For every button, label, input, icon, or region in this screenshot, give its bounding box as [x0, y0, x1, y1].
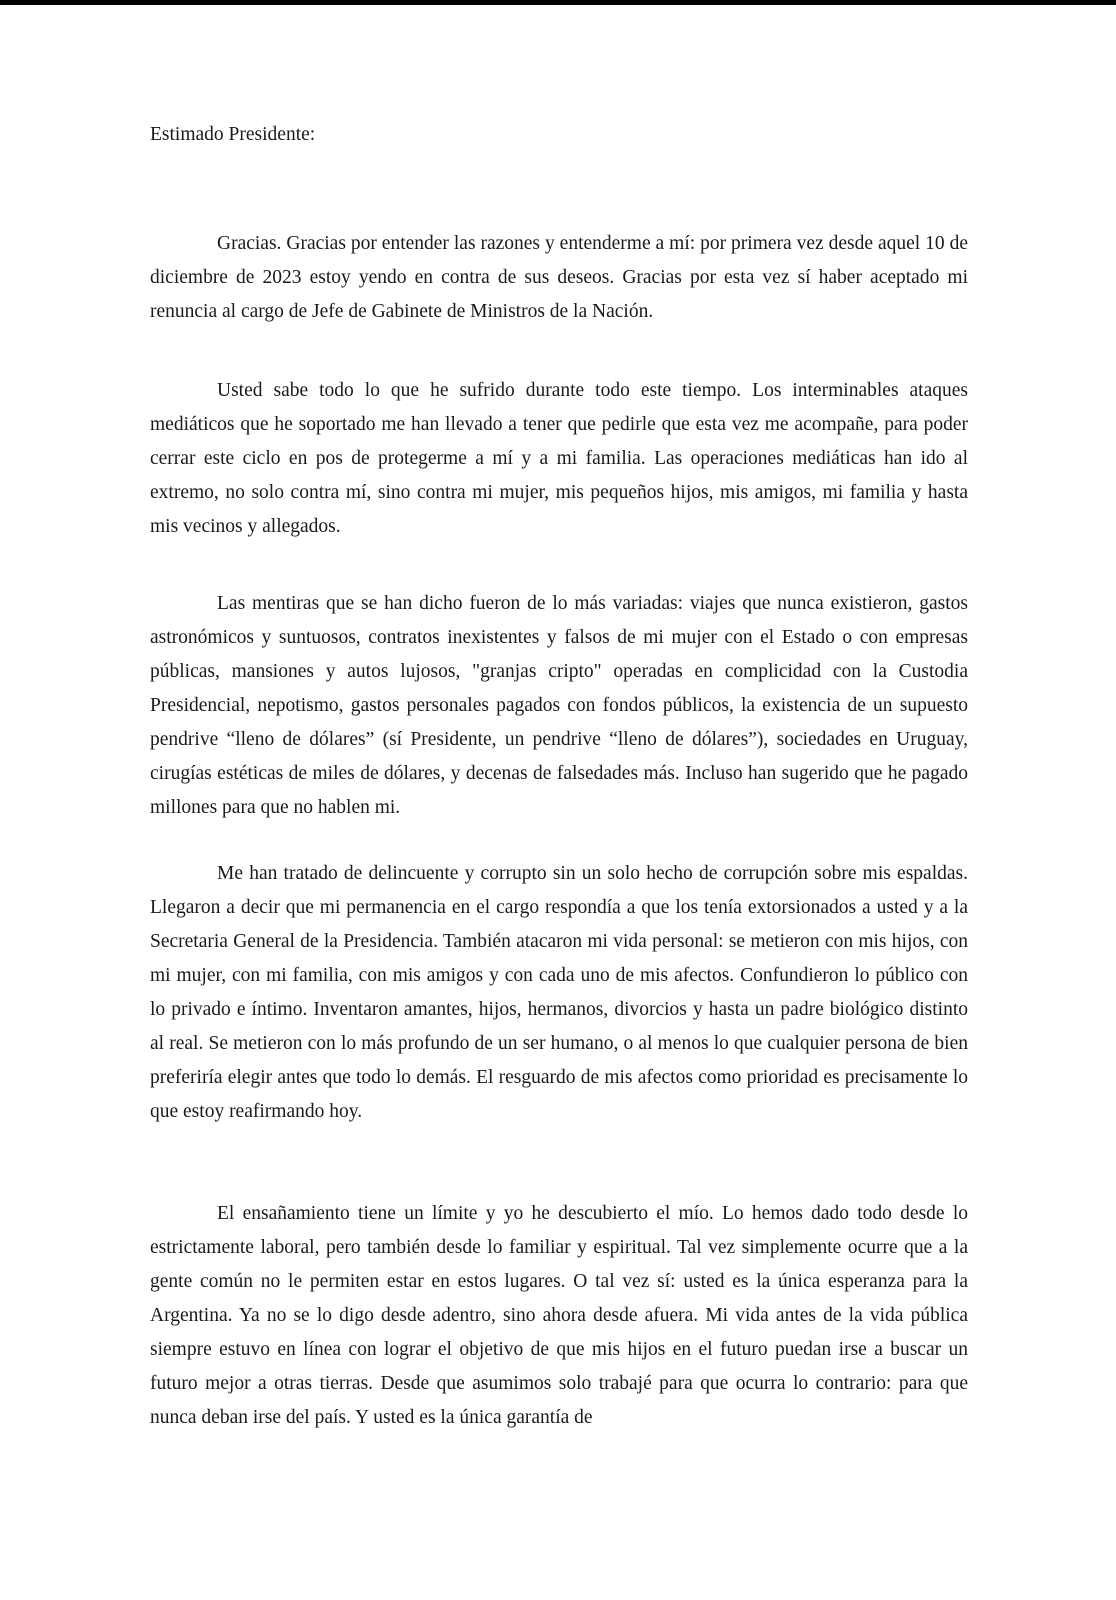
top-edge-bar — [0, 0, 1116, 5]
letter-paragraph-5: El ensañamiento tiene un límite y yo he descubierto el mío. Lo hemos dado todo desde lo estrictamente laboral, pero también desde lo familiar y espiritual. Tal vez simplemente ocurre que a la gente común no le permiten estar en estos lugares. O tal vez sí: usted es la única esperanza para la Argentina. Ya no se lo digo desde adentro, sino ahora desde afuera. Mi vida antes de la vida pública siempre estuvo en línea con lograr el objetivo de que mis hijos en el futuro puedan irse a buscar un futuro mejor a otras tierras. Desde que asumimos solo trabajé para que ocurra lo contrario: para que nunca deban irse del país. Y usted es la única garantía de — [150, 1203, 968, 1428]
letter-paragraph-4: Me han tratado de delincuente y corrupto sin un solo hecho de corrupción sobre mis espaldas. Llegaron a decir que mi permanencia en el cargo respondía a que los tenía extorsionados a usted y a la Secretaria General de la Presidencia. También atacaron mi vida personal: se metieron con mis hijos, con mi mujer, con mi familia, con mis amigos y con cada uno de mis afectos. Confundieron lo público con lo privado e íntimo. Inventaron amantes, hijos, hermanos, divorcios y hasta un padre biológico distinto al real. Se metieron con lo más profundo de un ser humano, o al menos lo que cualquier persona de bien preferiría elegir antes que todo lo demás. El resguardo de mis afectos como prioridad es precisamente lo que estoy reafirmando hoy. — [150, 863, 968, 1122]
letter-paragraph-1: Gracias. Gracias por entender las razones y entenderme a mí: por primera vez desde aquel 10 de diciembre de 2023 estoy yendo en contra de sus deseos. Gracias por esta vez sí haber aceptado mi renuncia al cargo de Jefe de Gabinete de Ministros de la Nación. — [150, 233, 968, 322]
letter-salutation: Estimado Presidente: — [150, 124, 316, 145]
letter-paragraph-2: Usted sabe todo lo que he sufrido durante todo este tiempo. Los interminables ataques mediáticos que he soportado me han llevado a tener que pedirle que esta vez me acompañe, para poder cerrar este ciclo en pos de protegerme a mí y a mi familia. Las operaciones mediáticas han ido al extremo, no solo contra mí, sino contra mi mujer, mis pequeños hijos, mis amigos, mi familia y hasta mis vecinos y allegados. — [150, 380, 968, 537]
letter-paragraph-3: Las mentiras que se han dicho fueron de lo más variadas: viajes que nunca existieron, gastos astronómicos y suntuosos, contratos inexistentes y falsos de mi mujer con el Estado o con empresas públicas, mansiones y autos lujosos, "granjas cripto" operadas en complicidad con la Custodia Presidencial, nepotismo, gastos personales pagados con fondos públicos, la existencia de un supuesto pendrive “lleno de dólares” (sí Presidente, un pendrive “lleno de dólares”), sociedades en Uruguay, cirugías estéticas de miles de dólares, y decenas de falsedades más. Incluso han sugerido que he pagado millones para que no hablen mi. — [150, 593, 968, 818]
